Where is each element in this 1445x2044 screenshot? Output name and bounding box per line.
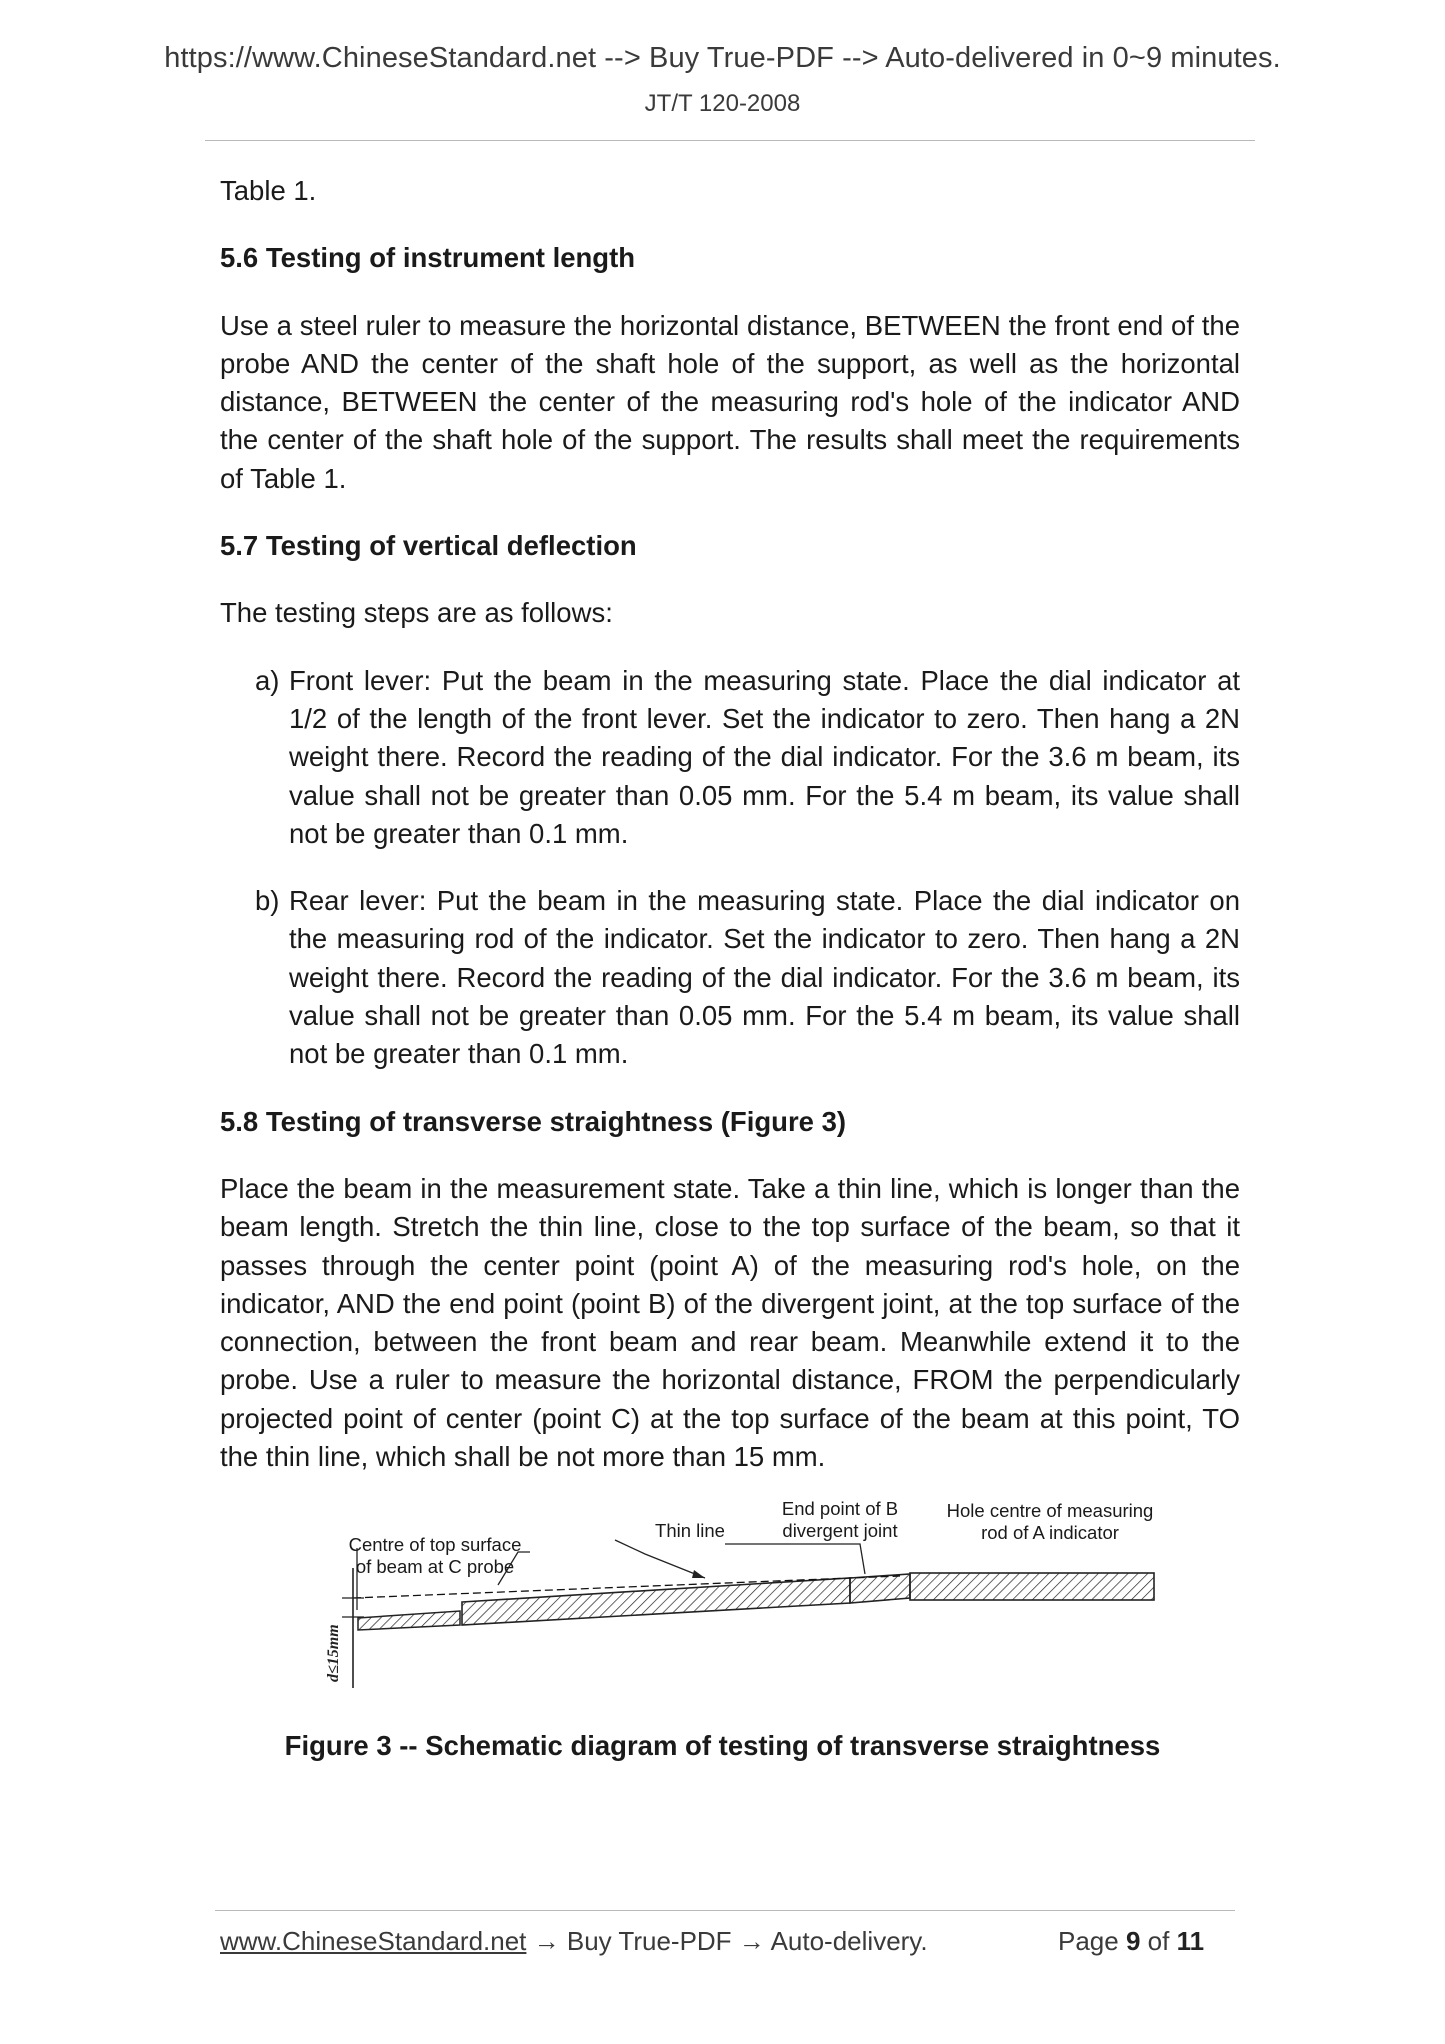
- label-a-indicator: [930, 1500, 1170, 1544]
- footer-link-area: [220, 1926, 928, 1957]
- page-current: 9: [1125, 1926, 1141, 1956]
- page-number: [1058, 1926, 1204, 1957]
- label-b-line2: divergent joint: [782, 1520, 898, 1541]
- figure-3-diagram: [320, 1490, 1180, 1705]
- figure-caption: Figure 3 -- Schematic diagram of testing of transverse straightness: [284, 1730, 1161, 1761]
- header-url-banner[interactable]: https://www.ChineseStandard.net --> Buy True-PDF --> Auto-delivered in 0~9 minutes.: [164, 42, 1281, 74]
- list-item-b-text: Rear lever: Put the beam in the measuring state. Place the dial indicator on the measuring rod of the indicator. Set the indicator to zero. Then hang a 2N weight there. Record the reading of the dial indicator. For the 3.6 m beam, its value shall not be greater than 0.05 mm. For the 5.4 m beam, its value shall not be greater than 0.1 mm.: [289, 885, 1240, 1070]
- page-word: Page: [1058, 1926, 1119, 1956]
- list-item-a: [220, 662, 1240, 853]
- footer-tagline: → Buy True-PDF → Auto-delivery.: [526, 1926, 928, 1956]
- label-a-line1: Hole centre of measuring: [946, 1500, 1154, 1521]
- footer-divider: [215, 1910, 1235, 1911]
- label-thin-line: Thin line: [655, 1520, 725, 1541]
- section-5-8-text: Place the beam in the measurement state. Take a thin line, which is longer than the beam length. Stretch the thin line, close to the top surface of the beam, so that it passes through the center point (point A) of the measuring rod's hole, on the indicator, AND the end point (point B) of the divergent joint, at the top surface of the connection, between the front beam and rear beam. Meanwhile extend it to the probe. Use a ruler to measure the horizontal distance, FROM the perpendicularly projected point of center (point C) at the top surface of the beam at this point, TO the thin line, which shall be not more than 15 mm.: [220, 1172, 1240, 1473]
- section-5-6-text: Use a steel ruler to measure the horizontal distance, BETWEEN the front end of the probe AND the center of the shaft hole of the support, as well as the horizontal distance, BETWEEN the center of the measuring rod's hole of the indicator AND the center of the shaft hole of the support. The results shall meet the requirements of Table 1.: [220, 309, 1240, 494]
- section-5-8-heading: 5.8 Testing of transverse straightness (Figure 3): [220, 1105, 847, 1137]
- continued-text: Table 1.: [220, 175, 317, 206]
- label-c-probe: [330, 1534, 540, 1578]
- list-item-b: [220, 882, 1240, 1073]
- section-5-7-intro: The testing steps are as follows:: [220, 597, 613, 629]
- leader-b: [615, 1540, 705, 1578]
- footer-site-link[interactable]: www.ChineseStandard.net: [220, 1926, 527, 1956]
- document-code: JT/T 120-2008: [644, 90, 801, 117]
- leader-a: [725, 1544, 865, 1574]
- list-item-b-label: b): [255, 885, 280, 917]
- label-b-line1: End point of B: [781, 1498, 899, 1519]
- rear-beam: [910, 1573, 1154, 1600]
- header-divider: [205, 140, 1255, 141]
- page-content: [220, 172, 1240, 1476]
- label-c-line2: of beam at C probe: [355, 1556, 515, 1577]
- front-beam: [462, 1578, 850, 1625]
- section-5-7-heading: 5.7 Testing of vertical deflection: [220, 530, 637, 562]
- section-5-6-heading: 5.6 Testing of instrument length: [220, 242, 636, 274]
- list-item-a-text: Front lever: Put the beam in the measuring state. Place the dial indicator at 1/2 of the length of the front lever. Set the indicator to zero. Then hang a 2N weight there. Record the reading of the dial indicator. For the 3.6 m beam, its value shall not be greater than 0.05 mm. For the 5.4 m beam, its value shall not be greater than 0.1 mm.: [289, 664, 1240, 849]
- divergent-joint: [850, 1574, 910, 1603]
- list-item-a-label: a): [255, 664, 280, 696]
- page-total: 11: [1176, 1926, 1205, 1956]
- label-b-joint: [765, 1498, 915, 1542]
- label-c-line1: Centre of top surface: [348, 1534, 522, 1555]
- probe-tip: [358, 1611, 460, 1630]
- label-a-line2: rod of A indicator: [981, 1522, 1119, 1543]
- dimension-label: d≤15mm: [325, 1624, 342, 1682]
- page-of-word: of: [1147, 1926, 1170, 1956]
